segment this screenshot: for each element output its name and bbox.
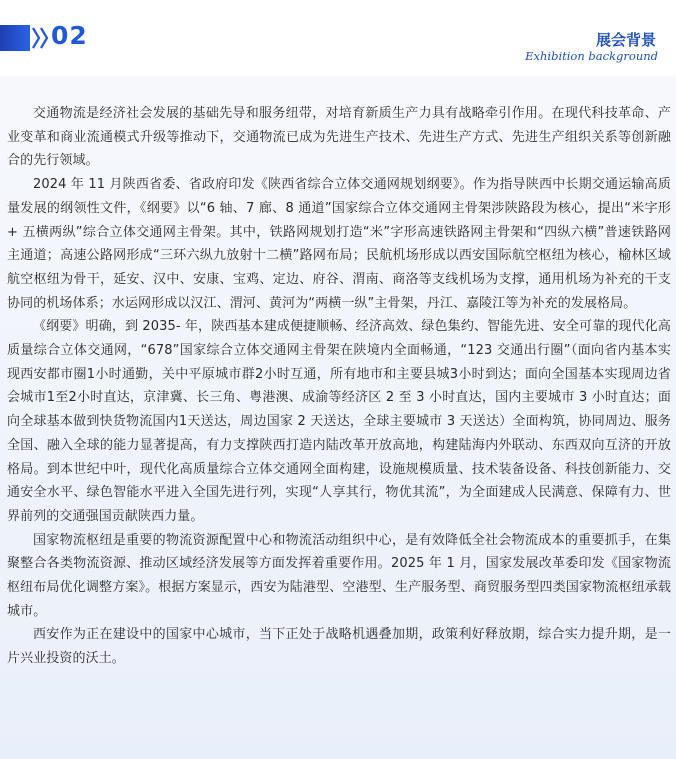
section-number: 02	[51, 21, 88, 50]
section-subtitle: Exhibition background	[525, 49, 658, 63]
paragraph: 2024 年 11 月陕西省委、省政府印发《陕西省综合立体交通网规划纲要》。作为指导陕西中长期交通运输高质量发展的纲领性文件，《纲要》以“6 轴、7 廊、8 通道”国家综合立体交通网主骨架涉陕路段为核心，提出“米字形 + 五横两纵”综合立体交通网主骨架。其中，铁路网规划打造“米”字形高速铁路网主骨架和“四纵六横”普速铁路网主通道；高速公路网形成“三环六纵九放射十二横”路网布局；民航机场形成以西安国际航空枢纽为核心，榆林区域航空枢纽为骨干，延安、汉中、安康、宝鸡、定边、府谷、渭南、商洛等支线机场为支撑，通用机场为补充的干支协同的机场体系；水运网形成以汉江、渭河、黄河为“两横一纵”主骨架，丹江、嘉陵江等为补充的发展格局。	[7, 177, 671, 311]
section-accent-bar	[0, 25, 30, 51]
section-header	[0, 0, 676, 76]
chevron-right-icon	[40, 27, 48, 49]
article-body	[7, 102, 671, 671]
paragraph: 《纲要》明确，到 2035- 年，陕西基本建成便捷顺畅、经济高效、绿色集约、智能先进、安全可靠的现代化高质量综合立体交通网，“678”国家综合立体交通网主骨架在陕境内全面畅通，“123 交通出行圈”（面向省内基本实现西安都市圈1小时通勤，关中平原城市群2小时互通，所有地市和主要县城3小时到达；面向全国基本实现周边省会城市1至2小时直达，京津冀、长三角、粤港澳、成渝等经济区 2 至 3 小时直达，国内主要城市 3 小时直达；面向全球基本做到快货物流国内1天送达，周边国家 2 天送达，全球主要城市 3 天送达）全面构筑，协同周边、服务全国、融入全球的能力显著提高，有力支撑陕西打造内陆改革开放高地，构建陆海内外联动、东西双向互济的开放格局。到本世纪中叶，现代化高质量综合立体交通网全面构建，设施规模质量、技术装备设备、科技创新能力、交通安全水平、绿色智能水平进入全国先进行列，实现“人享其行，物优其流”，为全面建成人民满意、保障有力、世界前列的交通强国贡献陕西力量。	[7, 319, 671, 524]
paragraph: 国家物流枢纽是重要的物流资源配置中心和物流活动组织中心，是有效降低全社会物流成本的重要抓手，在集聚整合各类物流资源、推动区域经济发展等方面发挥着重要作用。2025 年 1 月，国家发展改革委印发《国家物流枢纽布局优化调整方案》。根据方案显示，西安为陆港型、空港型、生产服务型、商贸服务型四类国家物流枢纽承载城市。	[7, 532, 671, 619]
section-title: 展会背景	[595, 31, 656, 49]
paragraph: 西安作为正在建设中的国家中心城市，当下正处于战略机遇叠加期，政策利好释放期，综合实力提升期，是一片兴业投资的沃土。	[7, 627, 671, 667]
chevron-right-icon	[32, 27, 40, 49]
paragraph: 交通物流是经济社会发展的基础先导和服务纽带，对培育新质生产力具有战略牵引作用。在现代科技革命、产业变革和商业流通模式升级等推动下，交通物流已成为先进生产技术、先进生产方式、先进生产组织关系等创新融合的先行领域。	[7, 106, 671, 169]
